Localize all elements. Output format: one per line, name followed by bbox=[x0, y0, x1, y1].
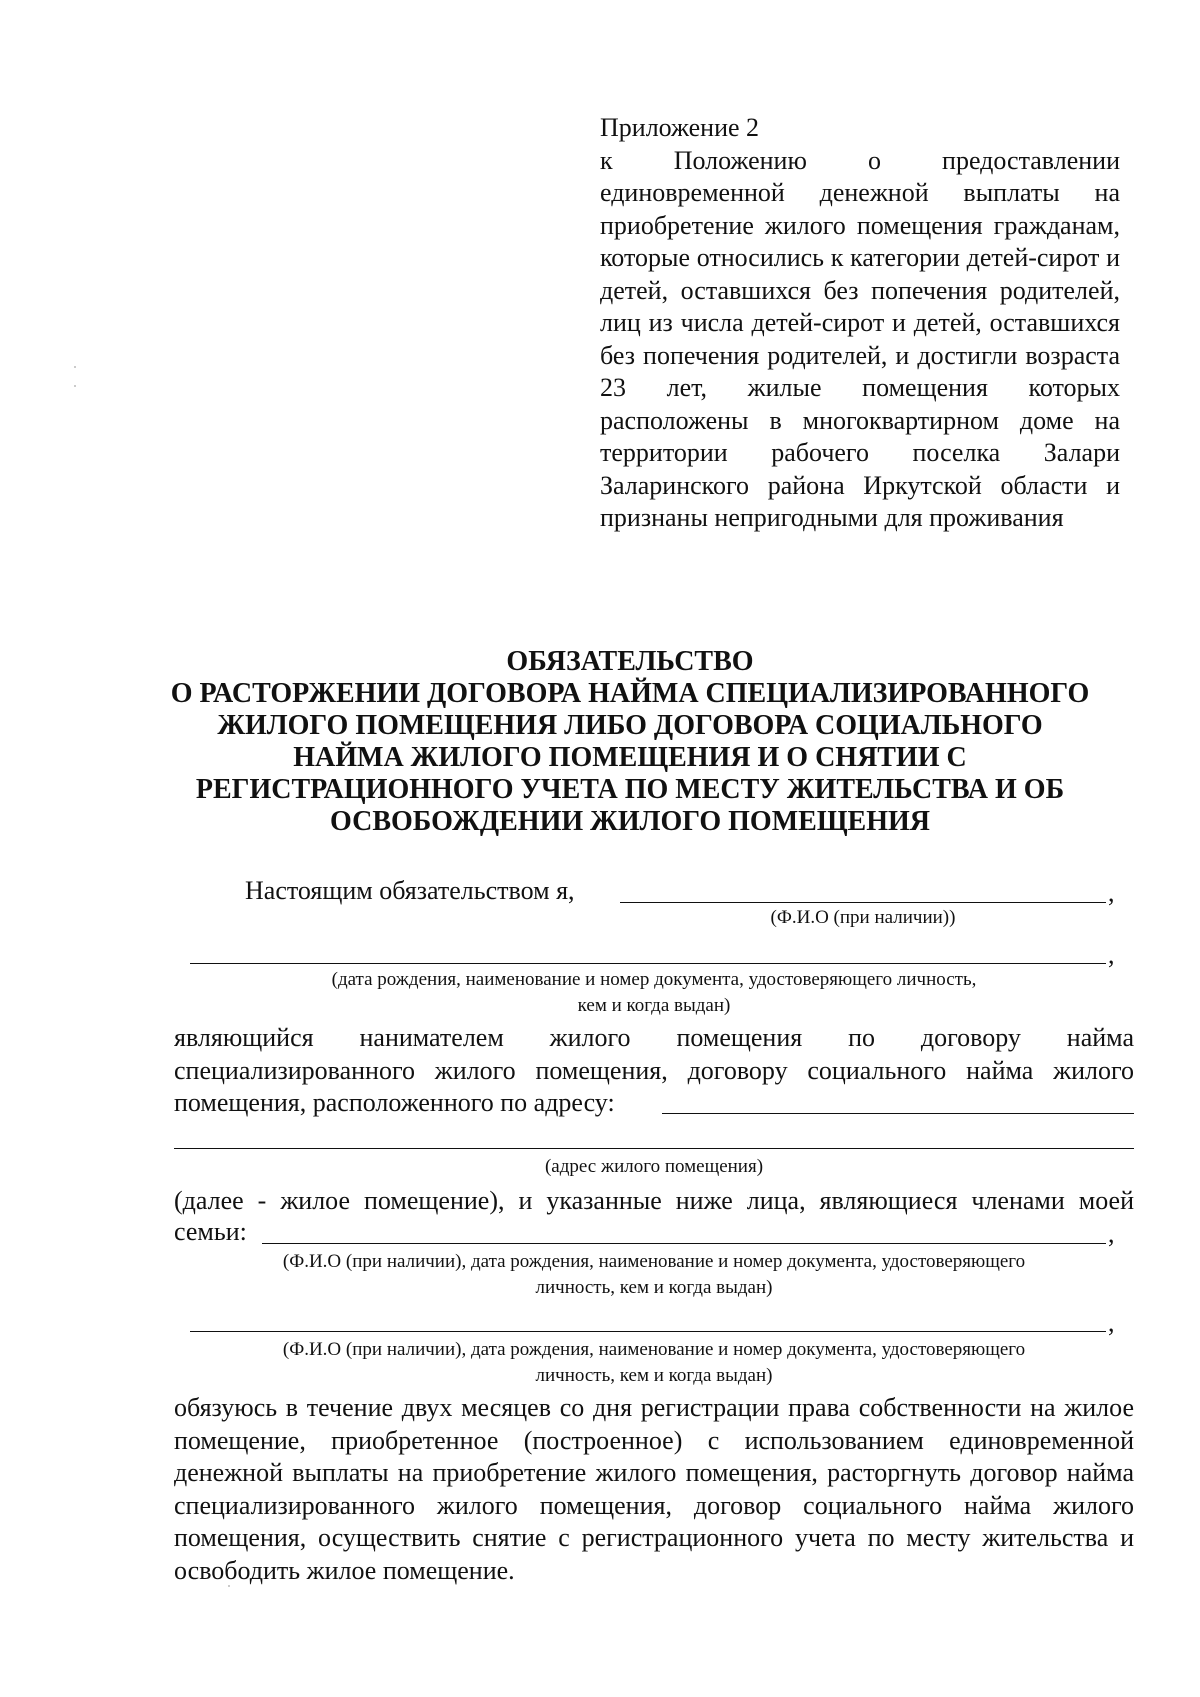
family-member-caption-line-1: (Ф.И.О (при наличии), дата рождения, наименование и номер документа, удостоверяющего bbox=[282, 1339, 1026, 1360]
address-caption: (адрес жилого помещения) bbox=[544, 1156, 764, 1177]
appendix-title: Приложение 2 bbox=[600, 113, 760, 142]
family-member-caption-line-2: личность, кем и когда выдан) bbox=[535, 1277, 773, 1298]
comma: , bbox=[1108, 940, 1115, 969]
title-line: ЖИЛОГО ПОМЕЩЕНИЯ ЛИБО ДОГОВОРА СОЦИАЛЬНОГО bbox=[217, 710, 1043, 741]
appendix-text: к Положению о предоставлении единовременной денежной выплаты на приобретение жилого помещения гражданам, которые относились к категории детей-сирот и детей, оставшихся без попечения родителей, лиц из числа детей-сирот и детей, оставшихся без попечения родителей, и достигли возраста 23 лет, жилые помещения которых расположены в многоквартирном доме на территории рабочего поселка Залари Заларинского района Иркутской области и признаны непригодными для проживания bbox=[600, 145, 1120, 532]
identity-caption-line-1: (дата рождения, наименование и номер документа, удостоверяющего личность, bbox=[331, 969, 977, 990]
title-line: О РАСТОРЖЕНИИ ДОГОВОРА НАЙМА СПЕЦИАЛИЗИРОВАННОГО bbox=[170, 678, 1090, 709]
scan-speck bbox=[228, 1585, 230, 1587]
title-line: РЕГИСТРАЦИОННОГО УЧЕТА ПО МЕСТУ ЖИТЕЛЬСТВА И ОБ bbox=[195, 774, 1065, 805]
address-field-line-2[interactable] bbox=[174, 1148, 1134, 1149]
document-title bbox=[160, 646, 1100, 838]
obligation-paragraph: обязуюсь в течение двух месяцев со дня регистрации права собственности на жилое помещение, приобретенное (построенное) с использованием единовременной денежной выплаты на приобретение жилого помещения, расторгнуть договор найма специализированного жилого помещения, договор социального найма жилого помещения, осуществить снятие с регистрационного учета по месту жительства и освободить жилое помещение. bbox=[174, 1393, 1134, 1585]
address-field-line-1[interactable] bbox=[662, 1113, 1134, 1114]
identity-field-line[interactable] bbox=[190, 963, 1106, 964]
comma: , bbox=[1108, 1219, 1115, 1248]
fio-caption: (Ф.И.О (при наличии)) bbox=[770, 907, 956, 928]
intro-text: Настоящим обязательством я, bbox=[245, 876, 575, 905]
comma: , bbox=[1108, 1308, 1115, 1337]
appendix-block bbox=[600, 112, 1120, 535]
fio-field-line[interactable] bbox=[620, 902, 1106, 903]
family-label: семьи: bbox=[174, 1217, 247, 1246]
tenant-paragraph: являющийся нанимателем жилого помещения по договору найма специализированного жилого помещения, договору социального найма жилого помещения, расположенного по адресу: bbox=[174, 1023, 1134, 1117]
family-member-caption-line-2: личность, кем и когда выдан) bbox=[535, 1365, 773, 1386]
family-member-field-line-1[interactable] bbox=[262, 1243, 1106, 1244]
identity-caption-line-2: кем и когда выдан) bbox=[577, 995, 731, 1016]
scan-speck bbox=[74, 385, 76, 387]
comma: , bbox=[1108, 878, 1115, 907]
title-line: ОБЯЗАТЕЛЬСТВО bbox=[506, 646, 754, 677]
family-member-field-line-2[interactable] bbox=[190, 1331, 1106, 1332]
family-intro-text: (далее - жилое помещение), и указанные ниже лица, являющиеся членами моей bbox=[174, 1186, 1134, 1215]
title-line: НАЙМА ЖИЛОГО ПОМЕЩЕНИЯ И О СНЯТИИ С bbox=[293, 742, 967, 773]
family-member-caption-line-1: (Ф.И.О (при наличии), дата рождения, наименование и номер документа, удостоверяющего bbox=[282, 1251, 1026, 1272]
scan-speck bbox=[74, 366, 76, 368]
title-line: ОСВОБОЖДЕНИИ ЖИЛОГО ПОМЕЩЕНИЯ bbox=[329, 806, 931, 837]
